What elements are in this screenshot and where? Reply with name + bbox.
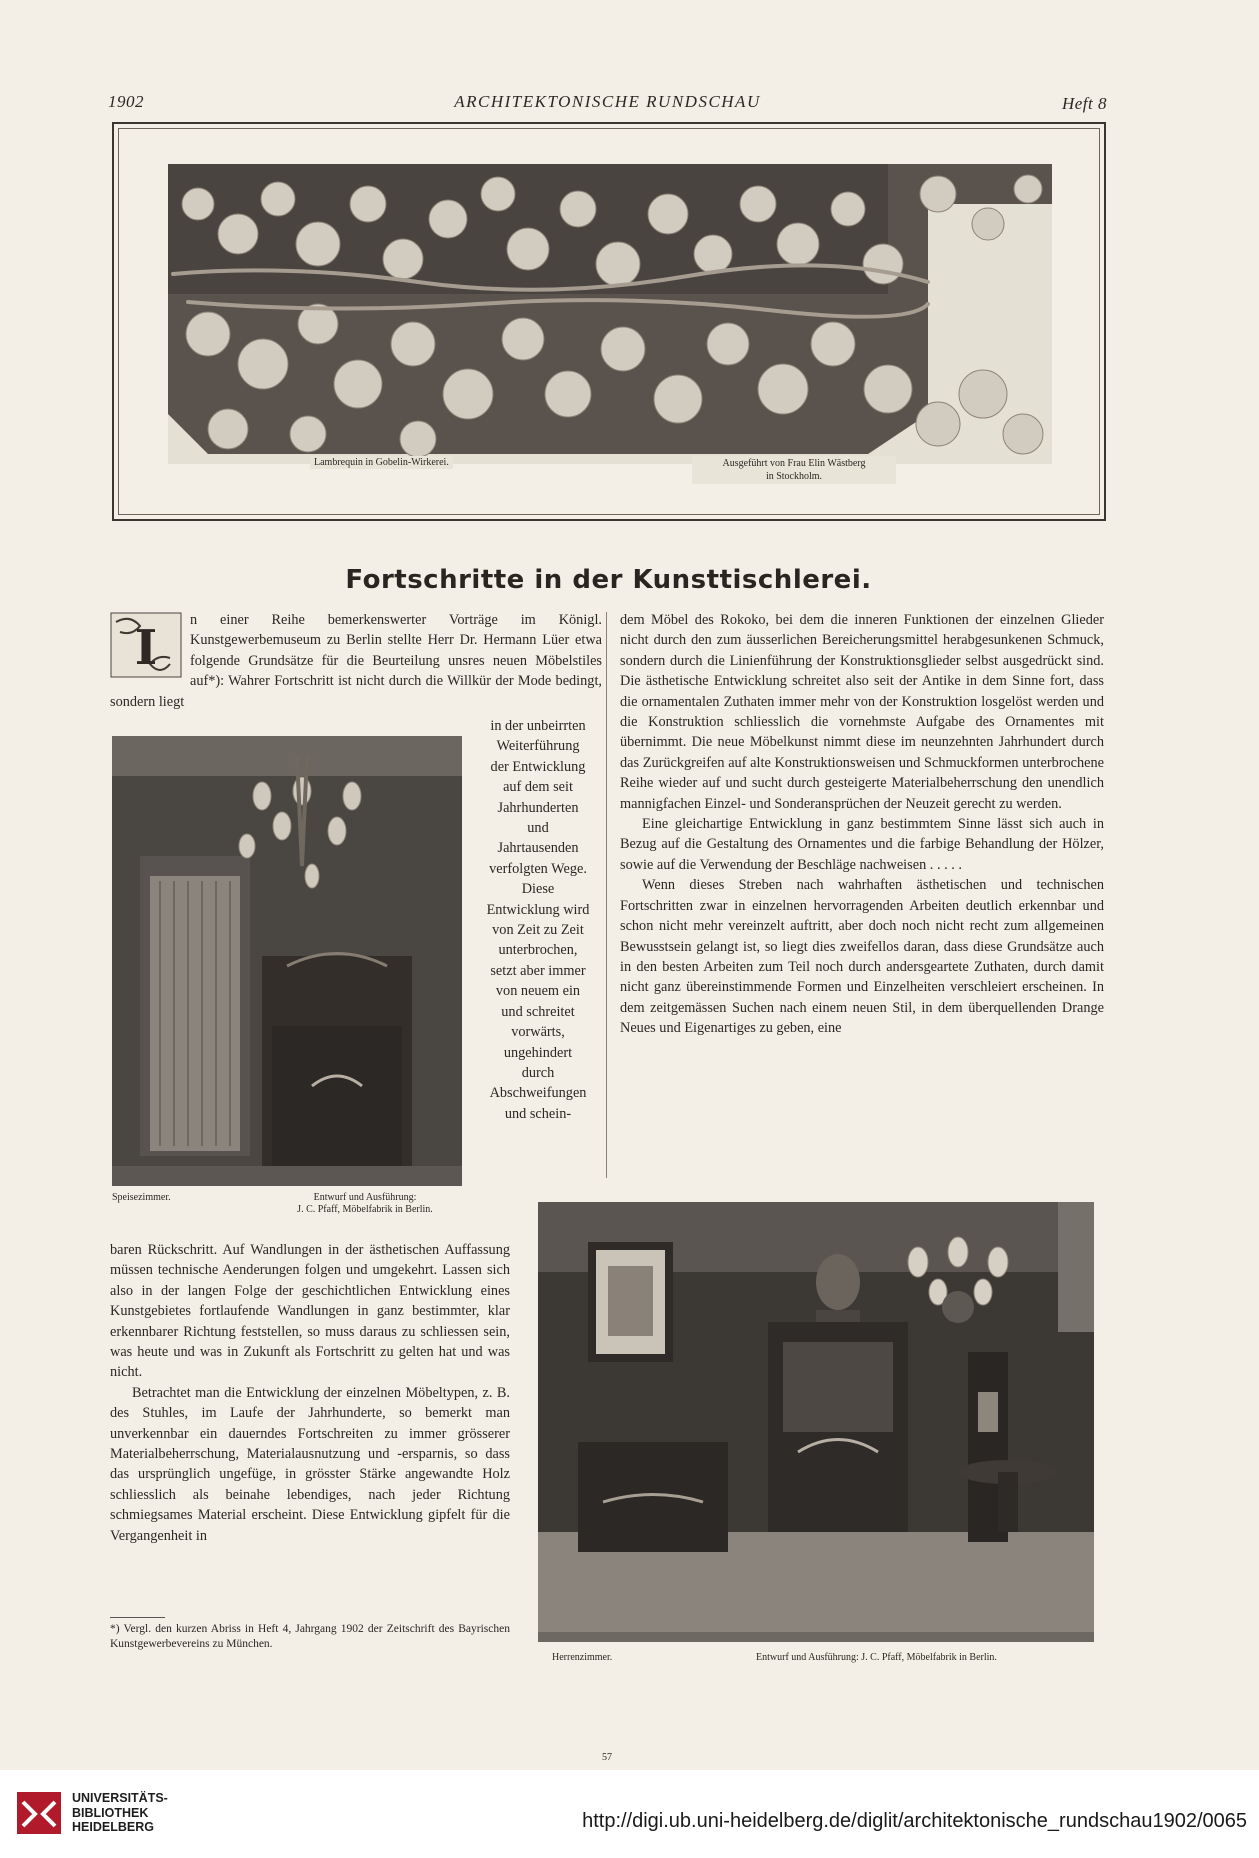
- dining-room-caption-right-line2: J. C. Pfaff, Möbelfabrik in Berlin.: [297, 1204, 433, 1215]
- decorative-initial-i: [110, 612, 182, 678]
- left-bottom-paragraph-1: baren Rückschritt. Auf Wandlungen in der ästhetischen Auffassung müssen technische Aenderungen folgen und umgekehrt. Lassen sich also in der langen Folge der geschichtlichen Entwicklung eines Kunstgebietes fortlaufende Wandlungen in ganz bestimmter, klar erkennbarer Richtung feststellen, so muss daraus zu schliessen sein, was heute und was in Zukunft als Fortschritt zu gelten hat und was nicht.: [110, 1242, 510, 1381]
- dining-room-caption-right: [270, 1192, 460, 1216]
- source-url-link[interactable]: http://digi.ub.uni-heidelberg.de/diglit/architektonische_rundschau1902/0065: [582, 1810, 1247, 1832]
- svg-text:I: I: [134, 620, 158, 676]
- intro-paragraph: [110, 610, 602, 712]
- right-paragraph-2: Eine gleichartige Entwicklung in ganz bestimmtem Sinne lässt sich auch in Bezug auf die Gestaltung des Ornamentes und die farbige Behandlung der Hölzer, sowie auf die Verwendung der Beschläge nachweisen . . . . .: [620, 816, 1104, 873]
- intro-text: n einer Reihe bemerkenswerter Vorträge im Königl. Kunstgewerbemuseum zu Berlin stellte Herr Dr. Hermann Lüer etwa folgende Grundsätze für die Beurteilung unsres neuen Möbelstiles auf*): Wahrer Fortschritt ist nicht durch die Willkür der Mode bedingt, sondern liegt: [110, 612, 602, 710]
- right-paragraph-3: Wenn dieses Streben nach wahrhaften ästhetischen und technischen Fortschritten zwar in einzelnen hervorragenden Arbeiten deutlich erkennbar und schon nicht mehr vereinzelt auftritt, aber doch noch nicht recht zum allgemeinen Bewusstsein gelangt ist, so liegt dies zweifellos daran, dass diese Grundsätze auch in den besten Arbeiten zum Teil noch durch andersgeartete Zuthaten, durch damit nicht ganz übereinstimmende Formen und Einzelheiten verschleiert erscheinen. In dem zeitgemässen Suchen nach einem neuen Stil, in dem überquellenden Drange Neues und Eigenartiges zu geben, eine: [620, 877, 1104, 1037]
- left-bottom-paragraph-2: Betrachtet man die Entwicklung der einzelnen Möbeltypen, z. B. des Stuhles, im Laufe der Jahrhunderte, so bemerkt man unverkennbar ein dauerndes Fortschreiten zu immer grösserer Materialbeherrschung, Materialausnutzung und -ersparnis, so dass das ursprünglich ungefüge, in grösster Stärke angewandte Holz schliesslich als beinahe lebendiges, nach jeder Richtung schmiegsames Material erscheint. Diese Entwicklung gipfelt für die Vergangenheit in: [110, 1384, 510, 1544]
- study-room-photo: [538, 1202, 1094, 1642]
- library-name: UNIVERSITÄTS- BIBLIOTHEK HEIDELBERG: [72, 1791, 168, 1834]
- footnote: *) Vergl. den kurzen Abriss in Heft 4, Jahrgang 1902 der Zeitschrift des Bayrischen Kunstgewerbevereins zu München.: [110, 1623, 510, 1650]
- footnote-rule: [110, 1617, 165, 1618]
- tapestry-caption-right: [692, 456, 896, 484]
- right-column: [620, 610, 1104, 1039]
- dining-room-image: [112, 736, 462, 1186]
- study-room-caption-left: Herrenzimmer.: [552, 1652, 613, 1663]
- column-divider: [606, 612, 607, 1178]
- dining-room-caption-right-line1: Entwurf und Ausführung:: [313, 1192, 417, 1203]
- tapestry-caption-left: Lambrequin in Gobelin-Wirkerei.: [310, 456, 453, 469]
- header-journal-title: ARCHITEKTONISCHE RUNDSCHAU: [454, 92, 761, 111]
- dining-room-photo: [112, 736, 462, 1186]
- header-year: 1902: [108, 92, 144, 111]
- university-library-logo-icon: [13, 1788, 65, 1838]
- running-header: [108, 92, 1107, 114]
- page-number: 57: [602, 1752, 612, 1763]
- study-room-caption-right: Entwurf und Ausführung: J. C. Pfaff, Möbelfabrik in Berlin.: [756, 1652, 997, 1663]
- lambrequin-tapestry-image: [168, 164, 1052, 464]
- narrow-column-text: in der unbeirrten Weiterführung der Entwicklung auf dem seit Jahrhunderten und Jahrtausenden verfolgten Wege. Diese Entwicklung wird von Zeit zu Zeit unterbrochen, setzt aber immer von neuem ein und schreitet vorwärts, ungehindert durch Abschweifungen und schein-: [486, 718, 590, 1122]
- dining-room-caption-left: Speisezimmer.: [112, 1192, 171, 1203]
- tapestry-figure-frame: [112, 122, 1106, 521]
- left-bottom-column: [110, 1240, 510, 1546]
- right-paragraph-1: dem Möbel des Rokoko, bei dem die inneren Funktionen der einzelnen Glieder nicht durch den zum äusserlichen Bereicherungsmittel herabgesunkenen Schmuck, sondern durch die Linienführung der Konstruktionsglieder selbst ausgedrückt sind. Die ästhetische Entwicklung schreitet also seit der Antike in dem Sinne fort, dass die ornamentalen Zuthaten immer mehr von der Konstruktion losgelöst werden und die Konstruktion schliesslich die vornehmste Aufgabe des Ornamentes mit übernimmt. Die neue Möbelkunst nimmt diese im neunzehnten Jahrhundert durch das Zurückgreifen auf alte Konstruktionsweisen und Schmuckformen unterbrochene Reihe wieder auf und sucht durch gesteigerte Materialbeherrschung den unendlich mannigfachen Einzel- und Sonderansprüchen der Neuzeit gerecht zu werden.: [620, 612, 1104, 812]
- tapestry-caption-right-line1: Ausgeführt von Frau Elin Wästberg: [722, 458, 866, 469]
- article-title: Fortschritte in der Kunsttischlerei.: [345, 565, 872, 595]
- tapestry-caption-right-line2: in Stockholm.: [765, 471, 823, 482]
- header-issue: Heft 8: [1061, 94, 1107, 113]
- study-room-image: [538, 1202, 1094, 1642]
